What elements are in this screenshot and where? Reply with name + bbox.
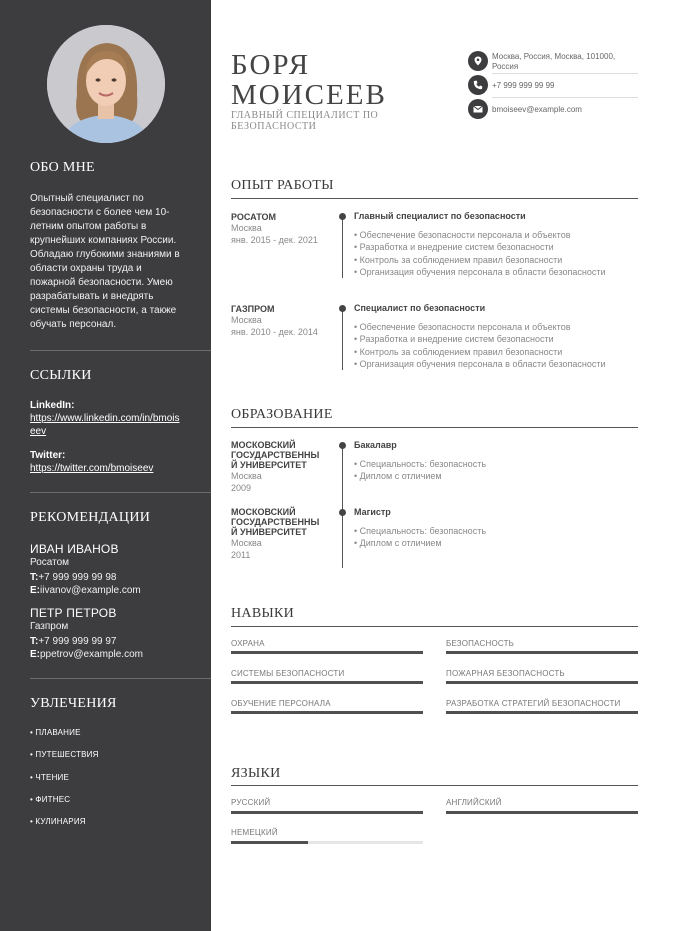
experience-heading: ОПЫТ РАБОТЫ: [231, 178, 334, 193]
reference-company: Газпром: [30, 621, 69, 632]
language-bar: [231, 841, 423, 844]
language-fill: [446, 811, 638, 814]
timeline-dot: [339, 509, 346, 516]
job-duty: • Контроль за соблюдением правил безопасности: [354, 255, 563, 265]
job-duty: • Обеспечение безопасности персонала и объектов: [354, 230, 571, 240]
degree-detail: • Диплом с отличием: [354, 471, 442, 481]
skill-bar: [231, 651, 423, 654]
job-duty: • Контроль за соблюдением правил безопасности: [354, 347, 563, 357]
reference-phone: T:+7 999 999 99 98: [30, 572, 117, 583]
divider: [231, 198, 638, 199]
job-dates: янв. 2015 - дек. 2021: [231, 235, 318, 245]
school-year: 2009: [231, 483, 252, 493]
divider: [30, 492, 211, 493]
skill-bar: [446, 681, 638, 684]
skill-fill: [231, 711, 423, 714]
first-name: БОРЯ: [231, 49, 311, 81]
divider: [492, 73, 638, 74]
school-name: МОСКОВСКИЙ ГОСУДАРСТВЕННЫ Й УНИВЕРСИТЕТ: [231, 440, 320, 470]
reference-name: ИВАН ИВАНОВ: [30, 542, 119, 556]
school-year: 2011: [231, 550, 251, 560]
reference-name: ПЕТР ПЕТРОВ: [30, 606, 117, 620]
last-name: МОИСЕЕВ: [231, 79, 387, 111]
skill-fill: [231, 651, 423, 654]
hobbies-heading: УВЛЕЧЕНИЯ: [30, 696, 117, 711]
school-name: МОСКОВСКИЙ ГОСУДАРСТВЕННЫ Й УНИВЕРСИТЕТ: [231, 507, 320, 537]
job-title: ГЛАВНЫЙ СПЕЦИАЛИСТ ПО БЕЗОПАСНОСТИ: [231, 110, 379, 132]
divider: [231, 427, 638, 428]
about-text: Опытный специалист по безопасности с более чем 10-летним опытом работы в крупнейших компаниях России. Обладаю глубокими знаниями в области охраны труда и пожарной безопасности. Умею разрабатывать и внедрять системы безопасности, а также обучать персонал.: [30, 193, 180, 330]
reference-company: Росатом: [30, 557, 70, 568]
degree: Бакалавр: [354, 440, 397, 450]
avatar: [47, 25, 165, 143]
language-label: АНГЛИЙСКИЙ: [446, 798, 502, 807]
reference-email: E:ppetrov@example.com: [30, 649, 143, 660]
language-fill: [231, 811, 423, 814]
school-city: Москва: [231, 471, 262, 481]
education-heading: ОБРАЗОВАНИЕ: [231, 407, 333, 422]
skill-label: ОХРАНА: [231, 639, 265, 648]
divider: [231, 626, 638, 627]
language-label: НЕМЕЦКИЙ: [231, 828, 278, 837]
job-duty: • Разработка и внедрение систем безопасности: [354, 242, 554, 252]
reference-email: E:iivanov@example.com: [30, 585, 141, 596]
degree-detail: • Диплом с отличием: [354, 538, 442, 548]
twitter-link[interactable]: https://twitter.com/bmoiseev: [30, 463, 154, 474]
contact-phone: +7 999 999 99 99: [492, 81, 555, 90]
phone-icon: [468, 75, 488, 95]
skill-fill: [446, 651, 638, 654]
linkedin-link[interactable]: https://www.linkedin.com/in/bmoiseev: [30, 413, 180, 437]
skill-bar: [446, 711, 638, 714]
language-bar: [231, 811, 423, 814]
job-duty: • Организация обучения персонала в области безопасности: [354, 359, 606, 369]
timeline-dot: [339, 305, 346, 312]
skill-fill: [446, 681, 638, 684]
divider: [30, 678, 211, 679]
languages-heading: ЯЗЫКИ: [231, 766, 281, 781]
hobby-item: • ФИТНЕС: [30, 795, 71, 804]
hobby-item: • ПЛАВАНИЕ: [30, 728, 81, 737]
skill-fill: [231, 681, 423, 684]
language-label: РУССКИЙ: [231, 798, 271, 807]
job-dates: янв. 2010 - дек. 2014: [231, 327, 318, 337]
hobby-item: • КУЛИНАРИЯ: [30, 817, 86, 826]
degree-detail: • Специальность: безопасность: [354, 526, 487, 536]
job-city: Москва: [231, 223, 262, 233]
timeline-dot: [339, 442, 346, 449]
company-name: РОСАТОМ: [231, 212, 276, 222]
language-bar: [446, 811, 638, 814]
email-icon: [468, 99, 488, 119]
job-position: Главный специалист по безопасности: [354, 211, 526, 221]
skill-bar: [231, 681, 423, 684]
job-duty: • Разработка и внедрение систем безопасности: [354, 334, 554, 344]
company-name: ГАЗПРОМ: [231, 304, 275, 314]
timeline-line: [342, 308, 343, 370]
contact-address: Москва, Россия, Москва, 101000, Россия: [492, 52, 616, 71]
reference-phone: T:+7 999 999 99 97: [30, 636, 117, 647]
language-fill: [231, 841, 308, 844]
timeline-line: [342, 444, 343, 568]
skills-heading: НАВЫКИ: [231, 606, 295, 621]
skill-label: СИСТЕМЫ БЕЗОПАСНОСТИ: [231, 669, 345, 678]
skill-bar: [446, 651, 638, 654]
job-city: Москва: [231, 315, 262, 325]
divider: [30, 350, 211, 351]
degree-detail: • Специальность: безопасность: [354, 459, 487, 469]
about-heading: ОБО МНЕ: [30, 160, 95, 175]
skill-fill: [446, 711, 638, 714]
skill-label: ОБУЧЕНИЕ ПЕРСОНАЛА: [231, 699, 331, 708]
hobby-item: • ПУТЕШЕСТВИЯ: [30, 750, 99, 759]
skill-label: ПОЖАРНАЯ БЕЗОПАСНОСТЬ: [446, 669, 565, 678]
divider: [492, 97, 638, 98]
location-icon: [468, 51, 488, 71]
timeline-line: [342, 216, 343, 278]
timeline-dot: [339, 213, 346, 220]
skill-label: БЕЗОПАСНОСТЬ: [446, 639, 515, 648]
linkedin-label: LinkedIn:: [30, 400, 75, 411]
links-heading: ССЫЛКИ: [30, 368, 92, 383]
sidebar: [0, 0, 211, 931]
twitter-label: Twitter:: [30, 450, 66, 461]
divider: [231, 785, 638, 786]
contact-email: bmoiseev@example.com: [492, 105, 582, 114]
degree: Магистр: [354, 507, 391, 517]
references-heading: РЕКОМЕНДАЦИИ: [30, 510, 151, 525]
hobby-item: • ЧТЕНИЕ: [30, 773, 70, 782]
skill-label: РАЗРАБОТКА СТРАТЕГИЙ БЕЗОПАСНОСТИ: [446, 699, 621, 708]
school-city: Москва: [231, 538, 262, 548]
job-position: Специалист по безопасности: [354, 303, 486, 313]
skill-bar: [231, 711, 423, 714]
job-duty: • Обеспечение безопасности персонала и объектов: [354, 322, 571, 332]
job-duty: • Организация обучения персонала в области безопасности: [354, 267, 606, 277]
